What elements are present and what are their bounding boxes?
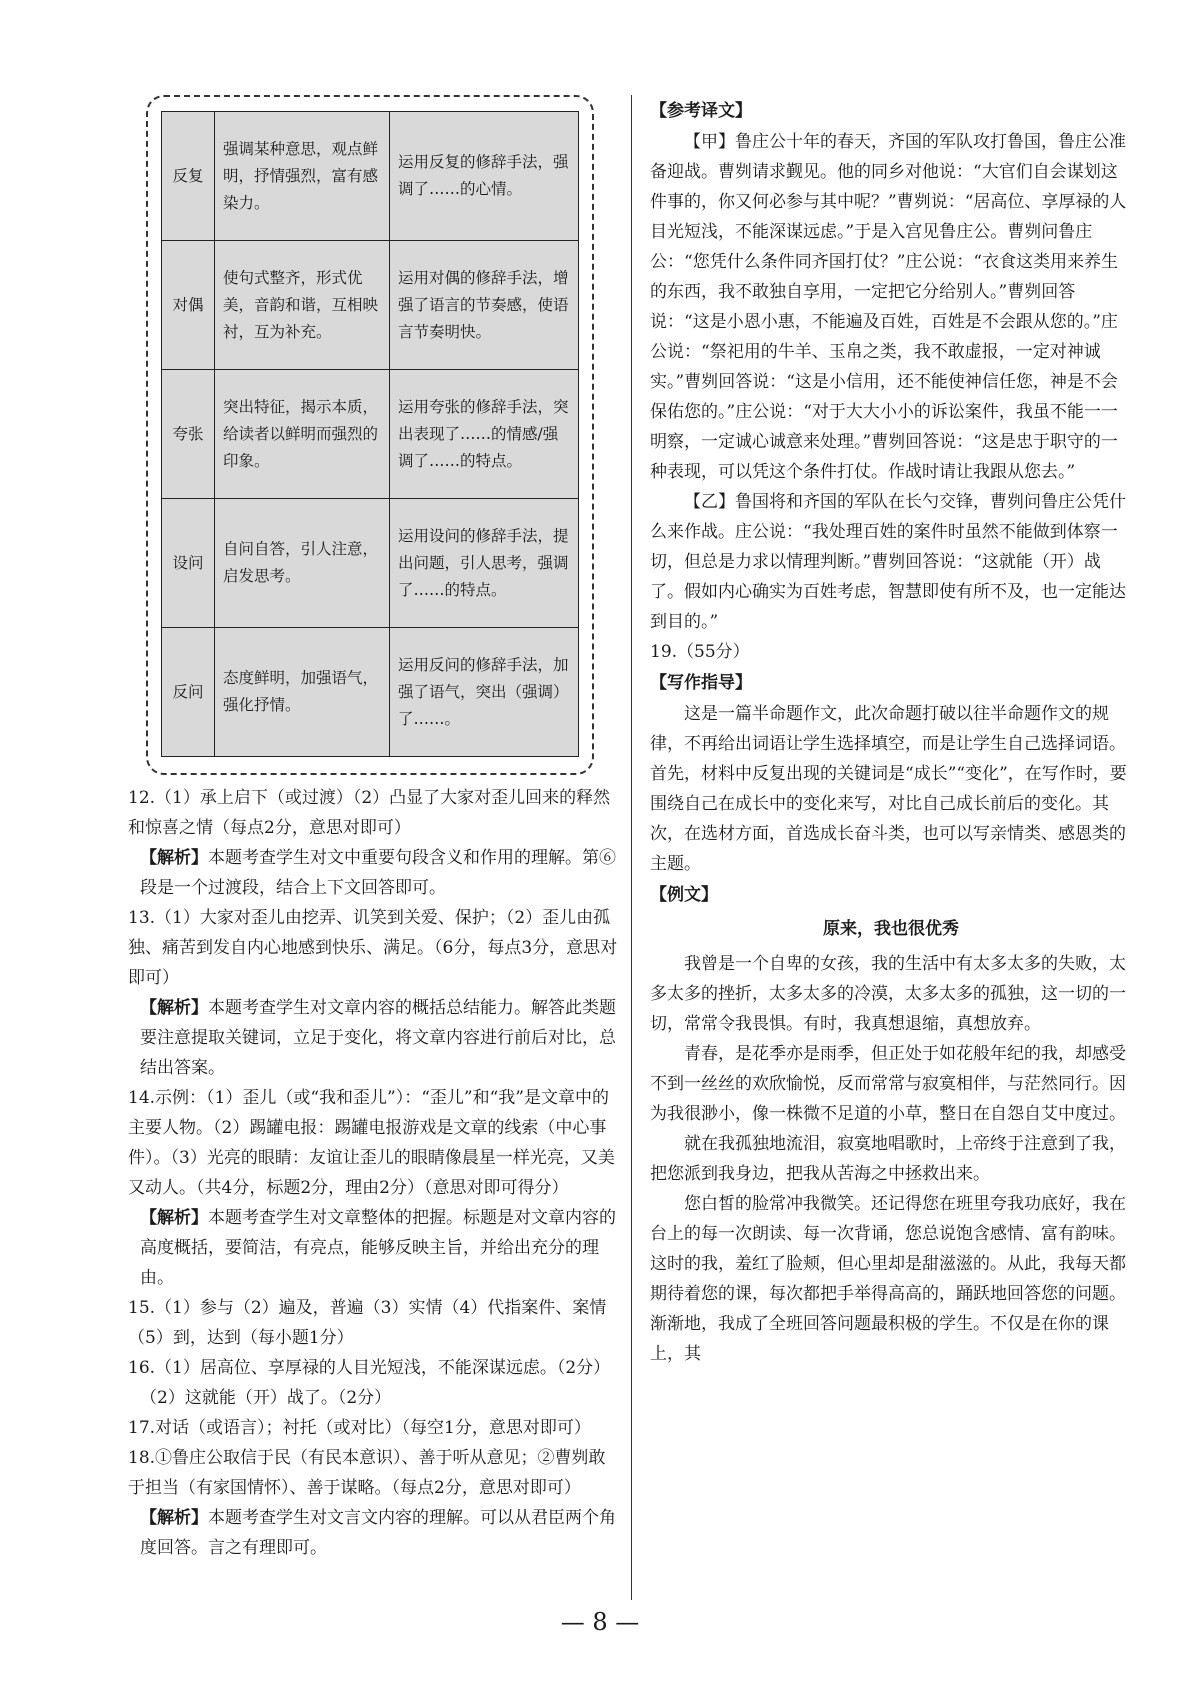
effect-cell: 突出特征，揭示本质，给读者以鲜明而强烈的印象。 bbox=[215, 370, 390, 499]
term-cell: 设问 bbox=[162, 499, 215, 628]
table-row bbox=[162, 370, 579, 499]
effect-cell: 强调某种意思，观点鲜明，抒情强烈，富有感染力。 bbox=[215, 112, 390, 241]
answer-cell: 运用设问的修辞手法，提出问题，引人思考，强调了……的特点。 bbox=[390, 499, 579, 628]
essay-paragraph: 就在我孤独地流泪，寂寞地唱歌时，上帝终于注意到了我，把您派到我身边，把我从苦海之中拯救出来。 bbox=[650, 1134, 1126, 1184]
answer-q16-part1: 16.（1）居高位、享厚禄的人目光短浅，不能深谋远虑。（2分） bbox=[128, 1358, 611, 1378]
term-cell: 反问 bbox=[162, 628, 215, 757]
essay-paragraph: 青春，是花季亦是雨季，但正处于如花般年纪的我，却感受不到一丝丝的欢欣愉悦，反而常常与寂寞相伴，与茫然同行。因为我很渺小，像一株微不足道的小草，整日在自怨自艾中度过。 bbox=[650, 1044, 1126, 1124]
page-number: — 8 — bbox=[560, 1608, 640, 1636]
analysis-q13: 【解析】本题考查学生对文章内容的概括总结能力。解答此类题要注意提取关键词，立足于变化，将文章内容进行前后对比，总结出答案。 bbox=[140, 998, 616, 1078]
analysis-q14: 【解析】本题考查学生对文章整体的把握。标题是对文章内容的高度概括，要简洁，有亮点，能够反映主旨，并给出充分的理由。 bbox=[140, 1208, 616, 1288]
essay-paragraph: 您白皙的脸常冲我微笑。还记得您在班里夸我功底好，我在台上的每一次朗读、每一次背诵，您总说饱含感情、富有韵味。这时的我，羞红了脸颊，但心里却是甜滋滋的。从此，我每天都期待着您的课，每次都把手举得高高的，踊跃地回答您的问题。渐渐地，我成了全班回答问题最积极的学生。不仅是在你的课上，其 bbox=[650, 1194, 1126, 1364]
example-essay-heading: 【例文】 bbox=[650, 885, 718, 905]
rhetoric-table-box bbox=[146, 95, 594, 775]
answer-cell: 运用夸张的修辞手法，突出表现了……的情感/强调了……的特点。 bbox=[390, 370, 579, 499]
writing-guide-text: 这是一篇半命题作文，此次命题打破以往半命题作文的规律，不再给出词语让学生选择填空，而是让学生自己选择词语。首先，材料中反复出现的关键词是“成长”“变化”，在写作时，要围绕自己在成长中的变化来写，对比自己成长前后的变化。其次，在选材方面，首选成长奋斗类，也可以写亲情类、感恩类的主题。 bbox=[650, 704, 1127, 874]
answer-cell: 运用对偶的修辞手法，增强了语言的节奏感，使语言节奏明快。 bbox=[390, 241, 579, 370]
analysis-q12: 【解析】本题考查学生对文中重要句段含义和作用的理解。第⑥段是一个过渡段，结合上下文回答即可。 bbox=[140, 848, 616, 898]
left-column bbox=[128, 95, 618, 1563]
effect-cell: 自问自答，引人注意，启发思考。 bbox=[215, 499, 390, 628]
translation-jia: 【甲】鲁庄公十年的春天，齐国的军队攻打鲁国，鲁庄公准备迎战。曹刿请求觐见。他的同乡对他说：“大官们自会谋划这件事的，你又何必参与其中呢？”曹刿说：“居高位、享厚禄的人目光短浅，不能深谋远虑。”于是入宫见鲁庄公。曹刿问鲁庄公：“您凭什么条件同齐国打仗？”庄公说：“衣食这类用来养生的东西，我不敢独自享用，一定把它分给别人。”曹刿回答说：“这是小恩小惠，不能遍及百姓，百姓是不会跟从您的。”庄公说：“祭祀用的牛羊、玉帛之类，我不敢虚报，一定对神诚实。”曹刿回答说：“这是小信用，还不能使神信任您，神是不会保佑您的。”庄公说：“对于大大小小的诉讼案件，我虽不能一一明察，一定诚心诚意来处理。”曹刿回答说：“这是忠于职守的一种表现，可以凭这个条件打仗。作战时请让我跟从您去。” bbox=[650, 132, 1127, 482]
effect-cell: 态度鲜明，加强语气，强化抒情。 bbox=[215, 628, 390, 757]
term-cell: 反复 bbox=[162, 112, 215, 241]
answer-q12: 12.（1）承上启下（或过渡）（2）凸显了大家对歪儿回来的释然和惊喜之情（每点2分，意思对即可） bbox=[128, 788, 611, 838]
table-row bbox=[162, 112, 579, 241]
answer-q13: 13.（1）大家对歪儿由挖弄、讥笑到关爱、保护；（2）歪儿由孤独、痛苦到发自内心地感到快乐、满足。（6分，每点3分，意思对即可） bbox=[128, 908, 618, 988]
effect-cell: 使句式整齐，形式优美，音韵和谐，互相映衬，互为补充。 bbox=[215, 241, 390, 370]
answer-cell: 运用反复的修辞手法，强调了……的心情。 bbox=[390, 112, 579, 241]
answer-q19: 19.（55分） bbox=[650, 642, 750, 662]
essay-title: 原来，我也很优秀 bbox=[823, 919, 959, 939]
right-column bbox=[650, 95, 1132, 1369]
table-row bbox=[162, 241, 579, 370]
table-row bbox=[162, 628, 579, 757]
writing-guide-heading: 【写作指导】 bbox=[650, 673, 752, 693]
rhetoric-table bbox=[161, 111, 579, 757]
analysis-q18: 【解析】本题考查学生对文言文内容的理解。可以从君臣两个角度回答。言之有理即可。 bbox=[140, 1508, 616, 1558]
answer-q17: 17.对话（或语言）；衬托（或对比）（每空1分，意思对即可） bbox=[128, 1418, 591, 1438]
term-cell: 夸张 bbox=[162, 370, 215, 499]
answer-cell: 运用反问的修辞手法，加强了语气，突出（强调）了……。 bbox=[390, 628, 579, 757]
essay-paragraph: 我曾是一个自卑的女孩，我的生活中有太多太多的失败，太多太多的挫折，太多太多的冷漠，太多太多的孤独，这一切的一切，常常令我畏惧。有时，我真想退缩，真想放弃。 bbox=[650, 954, 1126, 1034]
answer-q16-part2: （2）这就能（开）战了。（2分） bbox=[140, 1388, 392, 1408]
answer-q15: 15.（1）参与（2）遍及，普遍（3）实情（4）代指案件、案情（5）到，达到（每小题1分） bbox=[128, 1298, 607, 1348]
answer-q18: 18.①鲁庄公取信于民（有民本意识）、善于听从意见；②曹刿敢于担当（有家国情怀）、善于谋略。（每点2分，意思对即可） bbox=[128, 1448, 606, 1498]
answer-q14: 14.示例：（1）歪儿（或“我和歪儿”）：“歪儿”和“我”是文章中的主要人物。（2）踢罐电报：踢罐电报游戏是文章的线索（中心事件）。（3）光亮的眼睛：友谊让歪儿的眼睛像晨星一样光亮，又美又动人。（共4分，标题2分，理由2分）（意思对即可得分） bbox=[128, 1088, 615, 1198]
column-divider bbox=[631, 95, 632, 1600]
translation-yi: 【乙】鲁国将和齐国的军队在长勺交锋，曹刿问鲁庄公凭什么来作战。庄公说：“我处理百姓的案件时虽然不能做到体察一切，但总是力求以情理判断。”曹刿回答说：“这就能（开）战了。假如内心确实为百姓考虑，智慧即使有所不及，也一定能达到目的。” bbox=[650, 492, 1126, 632]
term-cell: 对偶 bbox=[162, 241, 215, 370]
table-row bbox=[162, 499, 579, 628]
reference-translation-heading: 【参考译文】 bbox=[650, 101, 752, 121]
